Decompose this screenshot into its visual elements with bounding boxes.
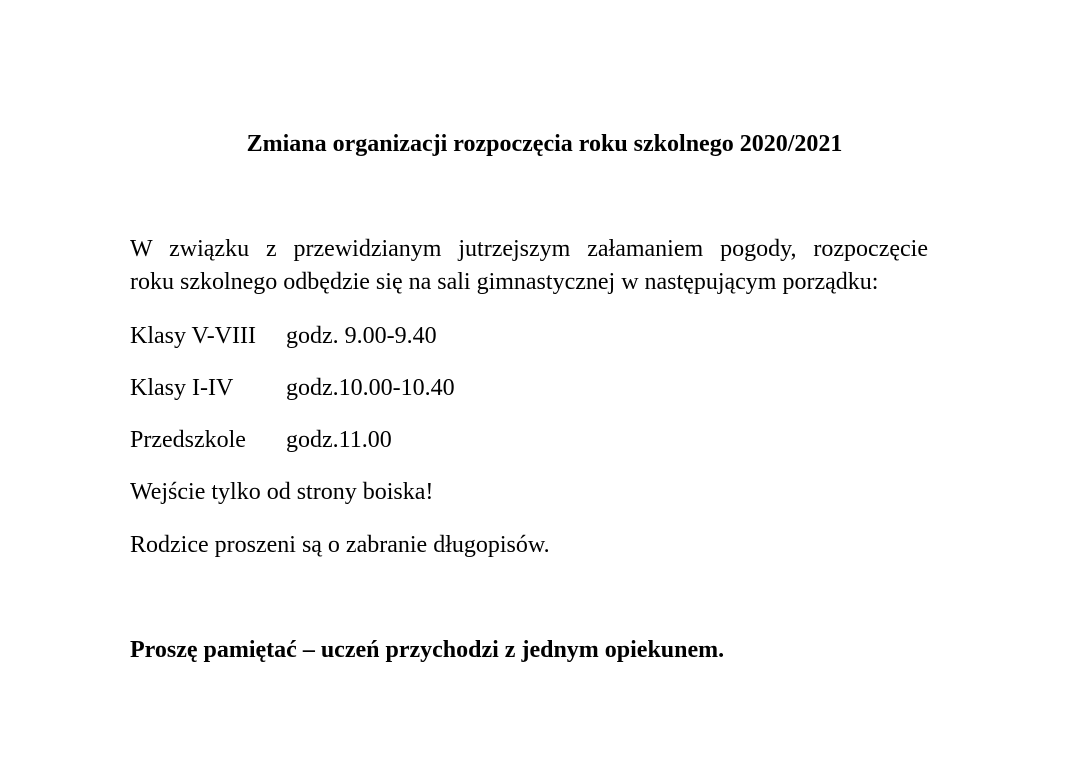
schedule-time: godz.11.00 (286, 427, 392, 453)
intro-line-1: W związku z przewidzianym jutrzejszym załamaniem pogody, rozpoczęcie (130, 236, 928, 262)
schedule-group: Klasy V-VIII (130, 323, 256, 349)
pens-note: Rodzice proszeni są o zabranie długopisów. (130, 532, 550, 558)
reminder-note: Proszę pamiętać – uczeń przychodzi z jednym opiekunem. (130, 637, 725, 663)
schedule-time: godz.10.00-10.40 (286, 375, 455, 401)
schedule-row (130, 372, 455, 404)
document-title: Zmiana organizacji rozpoczęcia roku szkolnego 2020/2021 (246, 131, 843, 157)
schedule-row (130, 320, 437, 352)
schedule-group: Klasy I-IV (130, 375, 234, 401)
intro-paragraph (130, 233, 928, 299)
schedule-time: godz. 9.00-9.40 (286, 323, 437, 349)
entrance-note: Wejście tylko od strony boiska! (130, 479, 434, 505)
schedule-group: Przedszkole (130, 427, 246, 453)
intro-line-2: roku szkolnego odbędzie się na sali gimnastycznej w następującym porządku: (130, 269, 879, 295)
schedule-row (130, 424, 392, 456)
